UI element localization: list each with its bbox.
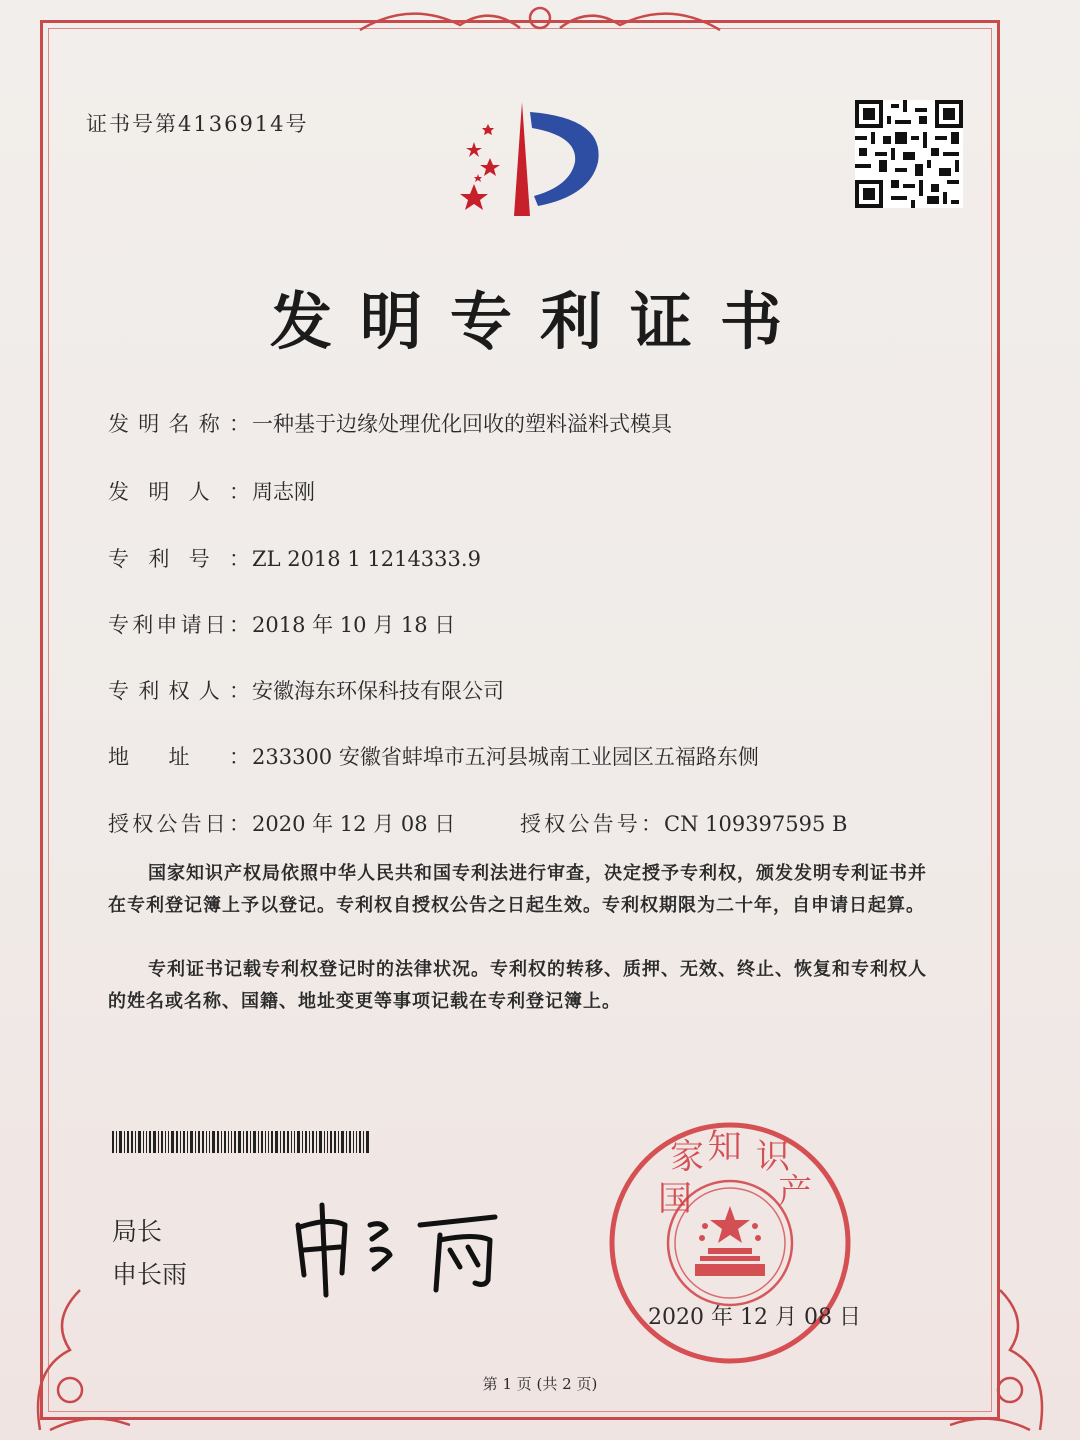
barcode-bar xyxy=(271,1131,273,1153)
barcode-bar xyxy=(176,1131,178,1153)
field-label: 发明名称： xyxy=(108,412,252,436)
barcode-bar xyxy=(246,1131,248,1153)
barcode-bar xyxy=(261,1131,263,1153)
barcode-bar xyxy=(294,1131,295,1153)
barcode-bar xyxy=(330,1131,332,1153)
barcode-bar xyxy=(268,1131,269,1153)
barcode-bar xyxy=(138,1131,141,1153)
field-value: 周志刚 xyxy=(252,480,315,504)
field-inventor xyxy=(108,476,315,506)
barcode-bar xyxy=(158,1131,159,1153)
qr-code xyxy=(855,100,963,208)
cnipa-logo xyxy=(430,96,610,226)
barcode-bar xyxy=(168,1131,169,1153)
barcode-bar xyxy=(324,1131,325,1153)
barcode-bar xyxy=(366,1131,369,1153)
certificate-number: 证书号第4136914号 xyxy=(86,112,309,136)
barcode-bar xyxy=(209,1131,210,1153)
top-ornament xyxy=(350,0,730,40)
barcode-bar xyxy=(131,1131,133,1153)
barcode-bar xyxy=(327,1131,328,1153)
seal-date: 2020 年 12 月 08 日 xyxy=(648,1305,861,1330)
field-value: 2018 年 10 月 18 日 xyxy=(252,613,456,637)
field-patent-number xyxy=(108,543,481,573)
barcode-bar xyxy=(217,1131,219,1153)
barcode-bar xyxy=(312,1131,314,1153)
barcode-bar xyxy=(238,1131,241,1153)
statement-paragraph: 国家知识产权局依照中华人民共和国专利法进行审查，决定授予专利权，颁发发明专利证书并在专利登记簿上予以登记。专利权自授权公告之日起生效。专利权期限为二十年，自申请日起算。 xyxy=(108,863,927,916)
field-grant-number xyxy=(520,808,847,838)
field-label: 发明人： xyxy=(108,480,252,504)
barcode-bar xyxy=(187,1131,188,1153)
barcode-bar xyxy=(231,1131,232,1153)
barcode-bar xyxy=(221,1131,222,1153)
field-label: 专利申请日： xyxy=(108,613,252,637)
barcode-bar xyxy=(334,1131,336,1153)
barcode-bar xyxy=(234,1131,236,1153)
barcode-bar xyxy=(161,1131,163,1153)
barcode-bar xyxy=(149,1131,151,1153)
page-indicator: 第 1 页 (共 2 页) xyxy=(482,1375,598,1393)
certificate-title: 发明专利证书 xyxy=(269,285,810,358)
barcode-bar xyxy=(353,1131,354,1153)
barcode-bar xyxy=(291,1131,292,1153)
field-grant-date xyxy=(108,808,455,838)
field-value: CN 109397595 B xyxy=(664,812,848,836)
barcode-bar xyxy=(112,1131,114,1153)
barcode-bar xyxy=(153,1131,156,1153)
field-address xyxy=(108,741,759,771)
barcode-bar xyxy=(198,1131,200,1153)
barcode-bar xyxy=(338,1131,339,1153)
barcode-bar xyxy=(258,1131,259,1153)
barcode-bar xyxy=(275,1131,278,1153)
barcode-bar xyxy=(135,1131,136,1153)
field-value: 一种基于边缘处理优化回收的塑料溢料式模具 xyxy=(252,412,672,436)
barcode-bar xyxy=(283,1131,285,1153)
handwritten-signature xyxy=(290,1195,520,1305)
barcode-bar xyxy=(319,1131,322,1153)
field-value: ZL 2018 1 1214333.9 xyxy=(252,547,481,571)
barcode-bar xyxy=(359,1131,361,1153)
barcode-bar xyxy=(183,1131,185,1153)
barcode-bar xyxy=(206,1131,207,1153)
barcode-bar xyxy=(349,1131,351,1153)
field-value: 2020 年 12 月 08 日 xyxy=(252,812,456,836)
barcode-bar xyxy=(190,1131,193,1153)
barcode-bar xyxy=(280,1131,281,1153)
field-application-date xyxy=(108,609,455,639)
statement-paragraph: 专利证书记载专利权登记时的法律状况。专利权的转移、质押、无效、终止、恢复和专利权人的姓名或名称、国籍、地址变更等事项记载在专利登记簿上。 xyxy=(108,959,927,1012)
signer-name: 申长雨 xyxy=(112,1260,188,1289)
field-label: 专利权人： xyxy=(108,679,252,703)
barcode-bar xyxy=(224,1131,226,1153)
barcode-bar xyxy=(116,1131,117,1153)
barcode-bar xyxy=(143,1131,144,1153)
barcode-bar xyxy=(356,1131,357,1153)
signer-title: 局长 xyxy=(112,1217,163,1246)
field-label: 地址： xyxy=(108,745,252,769)
field-label: 授权公告号： xyxy=(520,812,664,836)
barcode-bar xyxy=(202,1131,204,1153)
field-value: 安徽海东环保科技有限公司 xyxy=(252,679,504,703)
field-value: 233300 安徽省蚌埠市五河县城南工业园区五福路东侧 xyxy=(252,745,759,769)
barcode-bar xyxy=(253,1131,256,1153)
barcode-bar xyxy=(195,1131,196,1153)
barcode-bar xyxy=(228,1131,229,1153)
barcode-bar xyxy=(180,1131,181,1153)
barcode-bar xyxy=(212,1131,215,1153)
barcode-bar xyxy=(243,1131,244,1153)
bottom-right-ornament xyxy=(940,1260,1060,1440)
barcode-bar xyxy=(171,1131,174,1153)
barcode-bar xyxy=(309,1131,310,1153)
field-label: 授权公告日： xyxy=(108,812,252,836)
barcode-bar xyxy=(346,1131,347,1153)
barcode-bar xyxy=(265,1131,266,1153)
barcode-bar xyxy=(363,1131,364,1153)
seal-text-top: 国家 知 识产 xyxy=(658,1127,812,1219)
barcode-bar xyxy=(146,1131,147,1153)
barcode-bar xyxy=(297,1131,300,1153)
barcode-bar xyxy=(316,1131,317,1153)
field-patentee xyxy=(108,675,504,705)
barcode-bar xyxy=(119,1131,122,1153)
barcode-bar xyxy=(287,1131,289,1153)
field-invention-name xyxy=(108,408,672,438)
barcode-bar xyxy=(250,1131,251,1153)
field-label: 专利号： xyxy=(108,547,252,571)
barcode-bar xyxy=(165,1131,166,1153)
barcode-bar xyxy=(305,1131,307,1153)
barcode-bar xyxy=(341,1131,344,1153)
barcode-bar xyxy=(124,1131,125,1153)
barcode-bar xyxy=(302,1131,303,1153)
barcode xyxy=(112,1131,386,1153)
barcode-bar xyxy=(127,1131,129,1153)
